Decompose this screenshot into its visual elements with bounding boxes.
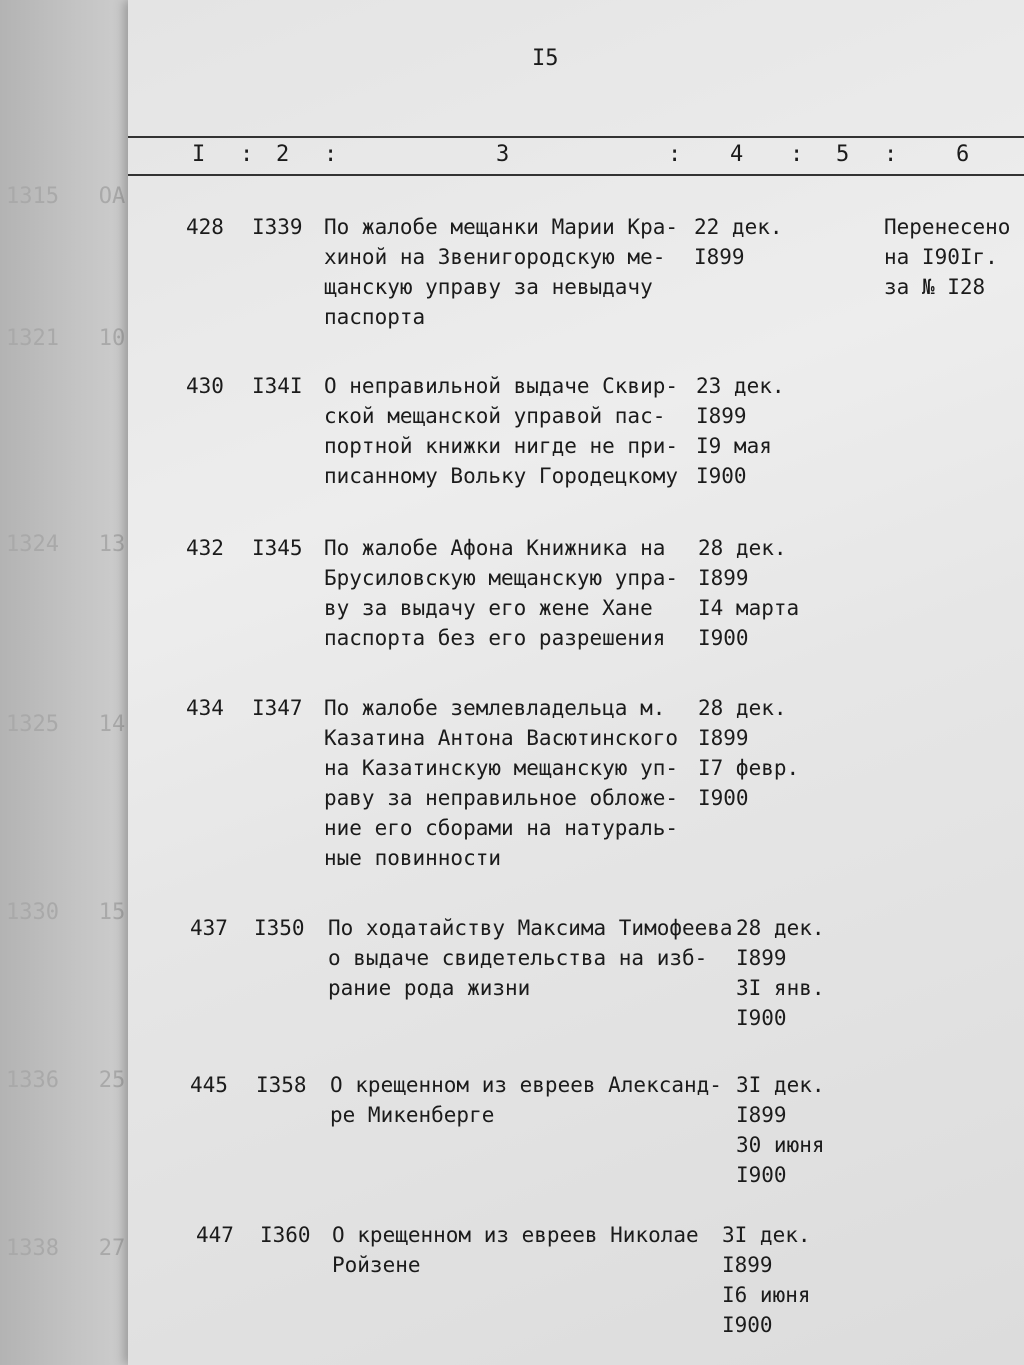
date-line: I900 [698, 626, 749, 650]
date-line: I4 марта [698, 596, 800, 620]
case-dates [736, 913, 825, 1033]
description-line: О неправильной выдаче Сквир- [324, 374, 679, 398]
header-col-1: I [192, 142, 206, 167]
date-line: I899 [698, 566, 749, 590]
date-line: 23 дек. [696, 374, 785, 398]
date-line: I7 февр. [698, 756, 800, 780]
date-line: I9 мая [696, 434, 772, 458]
date-line: I899 [722, 1253, 773, 1277]
case-description [328, 913, 733, 1003]
column-header [128, 142, 1024, 172]
description-line: Брусиловскую мещанскую упра- [324, 566, 679, 590]
bleed-through-text: 1325 14 [6, 712, 126, 737]
case-description [324, 371, 694, 491]
description-line: о выдаче свидетельства на изб- [328, 946, 708, 970]
note-line: на I90Iг. [884, 245, 998, 269]
document-page [128, 0, 1024, 1365]
date-line: I900 [696, 464, 747, 488]
case-number: I360 [260, 1223, 311, 1247]
description-line: О крещенном из евреев Александ- [330, 1073, 722, 1097]
entry-number: 430 [186, 374, 224, 398]
description-line: рание рода жизни [328, 976, 531, 1000]
date-line: I900 [736, 1006, 787, 1030]
case-number: I34I [252, 374, 303, 398]
case-number: I339 [252, 215, 303, 239]
case-description [324, 533, 694, 653]
entry-number: 445 [190, 1073, 228, 1097]
description-line: Ройзене [332, 1253, 421, 1277]
page-number: I5 [532, 46, 559, 71]
description-line: Казатина Антона Васютинского [324, 726, 679, 750]
description-line: паспорта без его разрешения [324, 626, 666, 650]
description-line: По жалобе Афона Книжника на [324, 536, 666, 560]
case-dates [698, 533, 799, 653]
description-line: По жалобе мещанки Марии Кра- [324, 215, 679, 239]
description-line: ской мещанской управой пас- [324, 404, 666, 428]
date-line: 28 дек. [698, 696, 787, 720]
date-line: 28 дек. [736, 916, 825, 940]
header-separator: : [240, 142, 254, 167]
bleed-through-text: 1321 10 [6, 326, 126, 351]
bleed-through-text: 1338 27 [6, 1236, 126, 1261]
case-dates [722, 1220, 811, 1340]
bleed-through-text: 1315 ОА [6, 184, 126, 209]
case-dates [696, 371, 785, 491]
header-separator: : [324, 142, 338, 167]
note-line: за № I28 [884, 275, 986, 299]
header-separator: : [668, 142, 682, 167]
date-line: 3I дек. [722, 1223, 811, 1247]
case-number: I350 [254, 916, 305, 940]
description-line: ние его сборами на натураль- [324, 816, 679, 840]
case-dates [694, 212, 783, 272]
case-number: I347 [252, 696, 303, 720]
bleed-through-text: 1336 25 [6, 1068, 126, 1093]
bleed-through-text: 1324 13 [6, 532, 126, 557]
description-line: ре Микенберге [330, 1103, 495, 1127]
date-line: I6 июня [722, 1283, 811, 1307]
case-description [324, 693, 694, 873]
description-line: По ходатайству Максима Тимофеева [328, 916, 733, 940]
note-line: Перенесено [884, 215, 1011, 239]
date-line: 3I дек. [736, 1073, 825, 1097]
entry-number: 428 [186, 215, 224, 239]
case-description [324, 212, 694, 332]
date-line: I900 [722, 1313, 773, 1337]
date-line: I899 [694, 245, 745, 269]
header-rule-bottom [128, 174, 1024, 176]
case-description [332, 1220, 702, 1280]
description-line: на Казатинскую мещанскую уп- [324, 756, 679, 780]
header-col-4: 4 [730, 142, 744, 167]
header-separator: : [790, 142, 804, 167]
description-line: По жалобе землевладельца м. [324, 696, 666, 720]
description-line: писанному Вольку Городецкому [324, 464, 679, 488]
entry-number: 447 [196, 1223, 234, 1247]
case-dates [698, 693, 799, 813]
header-col-3: 3 [496, 142, 510, 167]
date-line: 22 дек. [694, 215, 783, 239]
header-col-2: 2 [276, 142, 290, 167]
entry-number: 434 [186, 696, 224, 720]
description-line: хиной на Звенигородскую ме- [324, 245, 666, 269]
description-line: О крещенном из евреев Николае [332, 1223, 699, 1247]
case-note [884, 212, 1024, 302]
case-number: I345 [252, 536, 303, 560]
date-line: I899 [736, 1103, 787, 1127]
date-line: I900 [698, 786, 749, 810]
date-line: I899 [736, 946, 787, 970]
description-line: паспорта [324, 305, 426, 329]
header-rule-top [128, 136, 1024, 138]
description-line: портной книжки нигде не при- [324, 434, 679, 458]
date-line: 28 дек. [698, 536, 787, 560]
header-col-5: 5 [836, 142, 850, 167]
date-line: 3I янв. [736, 976, 825, 1000]
entry-number: 432 [186, 536, 224, 560]
case-number: I358 [256, 1073, 307, 1097]
case-dates [736, 1070, 825, 1190]
date-line: I899 [698, 726, 749, 750]
description-line: щанскую управу за невыдачу [324, 275, 653, 299]
description-line: раву за неправильное обложе- [324, 786, 679, 810]
description-line: ву за выдачу его жене Хане [324, 596, 653, 620]
case-description [330, 1070, 722, 1130]
header-separator: : [884, 142, 898, 167]
header-col-6: 6 [956, 142, 970, 167]
date-line: 30 июня [736, 1133, 825, 1157]
date-line: I899 [696, 404, 747, 428]
date-line: I900 [736, 1163, 787, 1187]
bleed-through-text: 1330 15 [6, 900, 126, 925]
entry-number: 437 [190, 916, 228, 940]
description-line: ные повинности [324, 846, 502, 870]
